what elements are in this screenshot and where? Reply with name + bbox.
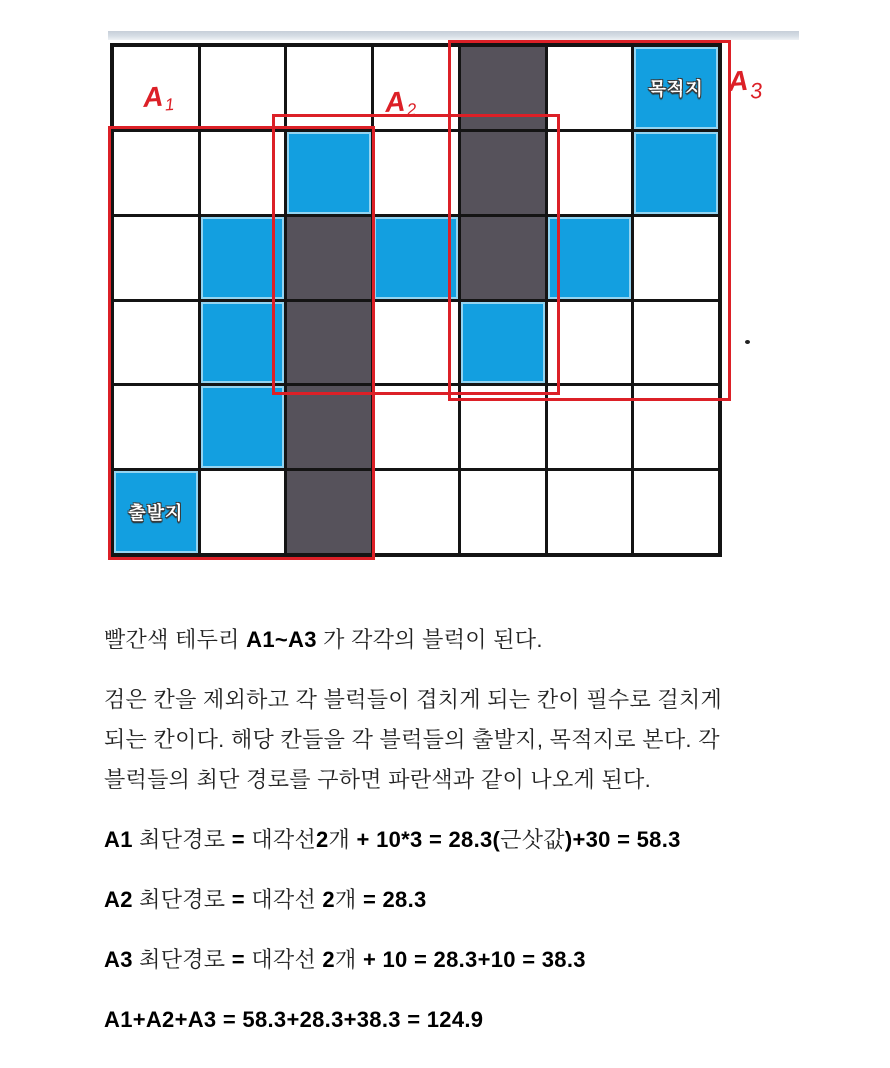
paragraph-total bbox=[104, 1000, 483, 1040]
grid-cell-r3c2-black-blocked bbox=[287, 302, 371, 384]
grid-cell-r3c6-empty bbox=[634, 302, 718, 384]
grid-cell-r0c6-destination bbox=[634, 47, 718, 129]
text-line: A3 최단경로 = 대각선 2개 + 10 = 28.3+10 = 38.3 bbox=[104, 947, 586, 972]
text-line: 되는 칸이다. 해당 칸들을 각 블럭들의 출발지, 목적지로 본다. 각 bbox=[104, 727, 720, 752]
grid-cell-r5c5-empty bbox=[548, 471, 632, 553]
grid bbox=[110, 43, 722, 557]
grid-cell-r3c1-blue-path bbox=[201, 302, 285, 384]
grid-cell-r4c0-empty bbox=[114, 386, 198, 468]
grid-cell-r4c6-empty bbox=[634, 386, 718, 468]
path-grid-diagram bbox=[110, 43, 764, 557]
text-line: A1+A2+A3 = 58.3+28.3+38.3 = 124.9 bbox=[104, 1007, 484, 1032]
text-line: 빨간색 테두리 A1~A3 가 각각의 블럭이 된다. bbox=[104, 627, 543, 652]
grid-cell-r2c4-black-blocked bbox=[461, 217, 545, 299]
image-top-strip bbox=[108, 31, 799, 40]
grid-cell-r3c0-empty bbox=[114, 302, 198, 384]
destination-cell-label: 목적지 bbox=[648, 78, 704, 99]
paragraph-a2-path bbox=[104, 880, 427, 920]
start-cell-label: 출발지 bbox=[128, 503, 184, 524]
grid-cell-r4c2-black-blocked bbox=[287, 386, 371, 468]
grid-cell-r5c2-black-blocked bbox=[287, 471, 371, 553]
grid-cell-r0c1-empty bbox=[201, 47, 285, 129]
grid-cell-r5c1-empty bbox=[201, 471, 285, 553]
grid-cell-r1c4-black-blocked bbox=[461, 132, 545, 214]
grid-cell-r4c3-empty bbox=[374, 386, 458, 468]
grid-cell-r1c0-empty bbox=[114, 132, 198, 214]
grid-cell-r0c2-empty bbox=[287, 47, 371, 129]
paragraph-explanation bbox=[104, 680, 722, 800]
grid-cell-r5c4-empty bbox=[461, 471, 545, 553]
grid-cell-r2c5-blue-path bbox=[548, 217, 632, 299]
paragraph-intro bbox=[104, 620, 543, 660]
grid-cell-r1c3-empty bbox=[374, 132, 458, 214]
text-line: A2 최단경로 = 대각선 2개 = 28.3 bbox=[104, 887, 427, 912]
grid-cell-r3c4-blue-path bbox=[461, 302, 545, 384]
grid-cell-r5c6-empty bbox=[634, 471, 718, 553]
grid-cell-r4c4-empty bbox=[461, 386, 545, 468]
grid-cell-r4c5-empty bbox=[548, 386, 632, 468]
grid-cell-r2c1-blue-path bbox=[201, 217, 285, 299]
grid-cell-r4c1-blue-path bbox=[201, 386, 285, 468]
grid-cell-r5c0-start bbox=[114, 471, 198, 553]
block-a2-label: A2 bbox=[383, 85, 417, 120]
grid-cell-r0c5-empty bbox=[548, 47, 632, 129]
grid-cell-r2c2-black-blocked bbox=[287, 217, 371, 299]
grid-cell-r1c5-empty bbox=[548, 132, 632, 214]
grid-cell-r3c3-empty bbox=[374, 302, 458, 384]
stray-dot bbox=[745, 340, 750, 344]
grid-cell-r0c4-black-blocked bbox=[461, 47, 545, 129]
grid-cell-r1c2-blue-path bbox=[287, 132, 371, 214]
grid-cell-r2c0-empty bbox=[114, 217, 198, 299]
text-line: 블럭들의 최단 경로를 구하면 파란색과 같이 나오게 된다. bbox=[104, 767, 651, 792]
grid-cell-r2c6-empty bbox=[634, 217, 718, 299]
block-a3-label: $A_3$ bbox=[726, 64, 764, 104]
grid-cell-r5c3-empty bbox=[374, 471, 458, 553]
grid-cell-r3c5-empty bbox=[548, 302, 632, 384]
text-line: 검은 칸을 제외하고 각 블럭들이 겹치게 되는 칸이 필수로 걸치게 bbox=[104, 687, 723, 712]
paragraph-a3-path bbox=[104, 940, 586, 980]
grid-cell-r2c3-blue-path bbox=[374, 217, 458, 299]
paragraph-a1-path bbox=[104, 820, 681, 860]
text-line: A1 최단경로 = 대각선2개 + 10*3 = 28.3(근삿값)+30 = 58.3 bbox=[104, 827, 681, 852]
grid-cell-r1c1-empty bbox=[201, 132, 285, 214]
block-a1-label: A1 bbox=[141, 80, 175, 115]
grid-cell-r1c6-blue-path bbox=[634, 132, 718, 214]
